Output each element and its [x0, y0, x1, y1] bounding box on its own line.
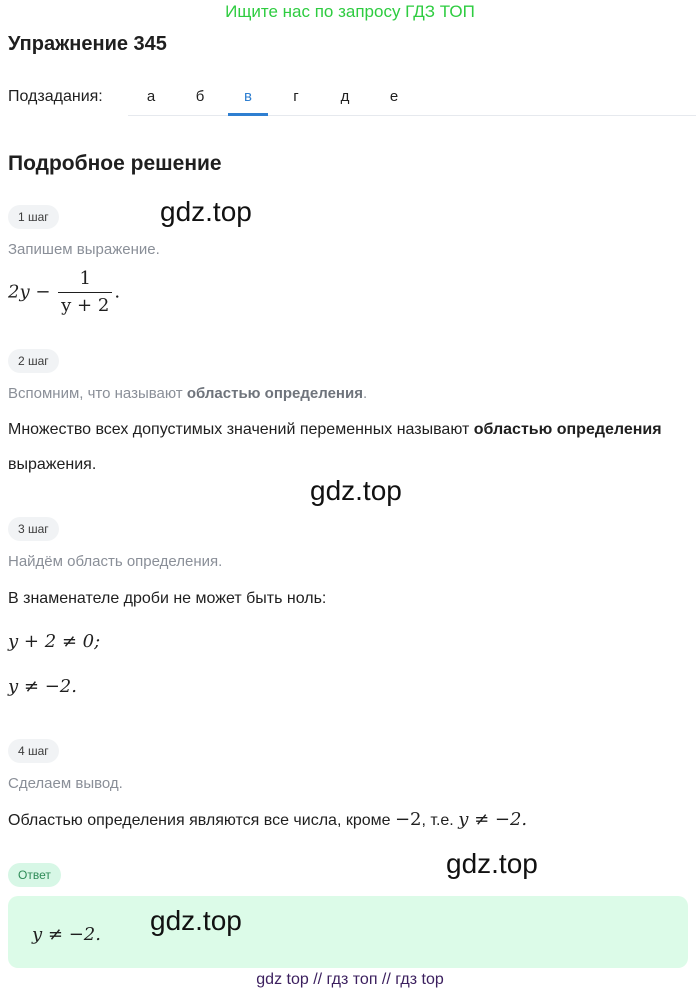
footer-links: gdz top // гдз топ // гдз top [256, 971, 444, 988]
top-banner: Ищите нас по запросу ГДЗ ТОП [225, 2, 475, 21]
tab-e[interactable]: е [389, 88, 399, 105]
section-title: Подробное решение [8, 152, 222, 175]
step-4-text [8, 802, 668, 838]
fraction-denominator: y + 2 [61, 295, 110, 316]
inequality-1 [8, 631, 100, 652]
step-1-hint: Запишем выражение. [8, 241, 160, 258]
watermark: gdz.top [150, 905, 242, 936]
answer-box [8, 896, 688, 968]
page-title: Упражнение 345 [8, 33, 167, 55]
answer-badge: Ответ [8, 863, 61, 887]
step-4-badge: 4 шаг [8, 739, 59, 763]
step-2-text [8, 412, 668, 482]
step-2-hint [8, 385, 367, 402]
step-4-text-mid: , т.е. [421, 812, 459, 829]
watermark: gdz.top [160, 196, 252, 227]
step-4-hint: Сделаем вывод. [8, 775, 123, 792]
step-3-badge: 3 шаг [8, 517, 59, 541]
tab-d[interactable]: д [340, 88, 350, 105]
tab-a[interactable]: а [146, 88, 156, 105]
subtasks-label: Подзадания: [8, 88, 103, 105]
subtasks-bar [8, 86, 688, 116]
inequality-1-value: y + 2 ≠ 0; [8, 631, 101, 652]
fraction-numerator: 1 [58, 266, 112, 293]
inequality-2 [8, 676, 77, 697]
inequality-2-value: y ≠ −2. [8, 676, 77, 697]
step-2-hint-post: . [362, 385, 368, 402]
step-2-hint-pre: Вспомним, что называют [8, 385, 187, 402]
step-2-badge: 2 шаг [8, 349, 59, 373]
fraction [58, 266, 112, 319]
expr-lead: 2y − [8, 281, 57, 303]
tab-g[interactable]: г [293, 88, 299, 105]
step-1-badge: 1 шаг [8, 205, 59, 229]
step-2-hint-bold: областью определения [186, 385, 363, 402]
step-3-hint: Найдём область определения. [8, 553, 223, 570]
expr-tail: . [114, 281, 121, 303]
step-4-text-pre: Областью определения являются все числа, кроме [8, 812, 395, 829]
conclusion-math: y ≠ −2. [458, 809, 528, 830]
step-2-text-pre: Множество всех допустимых значений переменных называют [8, 421, 474, 438]
step-2-text-bold: областью определения [473, 421, 662, 438]
answer-value: y ≠ −2. [32, 924, 101, 945]
minus-two: −2 [394, 809, 422, 830]
step-2-text-post: выражения. [8, 456, 97, 473]
watermark: gdz.top [446, 848, 538, 879]
watermark: gdz.top [310, 475, 402, 506]
tab-v[interactable]: в [228, 88, 268, 116]
step-1-expression [8, 266, 120, 319]
step-3-text: В знаменателе дроби не может быть ноль: [8, 590, 327, 607]
tab-b[interactable]: б [195, 88, 205, 105]
subtask-tabs [128, 86, 696, 116]
